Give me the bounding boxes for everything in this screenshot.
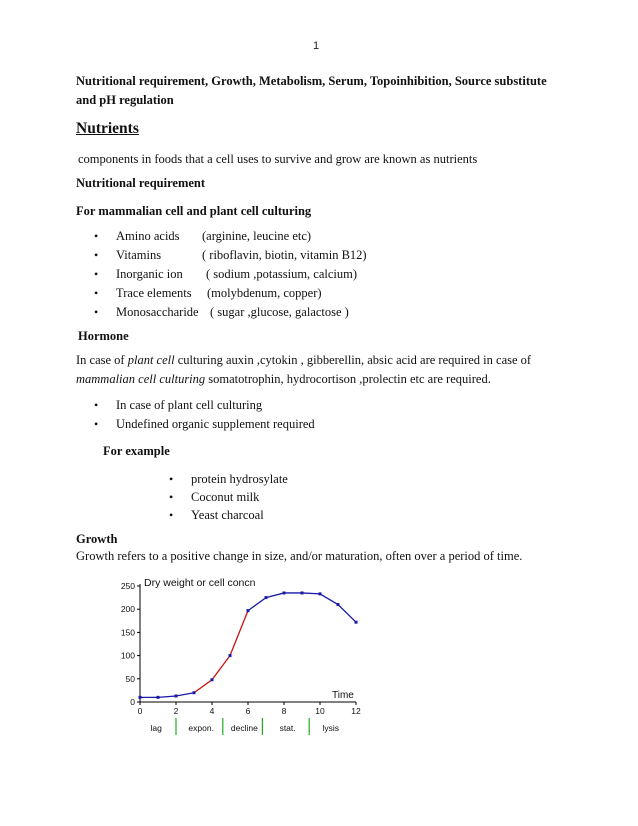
text-run: somatotrophin, hydrocortison ,prolectin etc are required. (205, 372, 491, 386)
phase-label: expon. (188, 723, 214, 733)
y-tick-label: 50 (125, 673, 135, 684)
mammalian-plant-heading: For mammalian cell and plant cell culturing (76, 204, 312, 218)
list-item (94, 229, 367, 248)
phase-label: decline (230, 723, 258, 733)
x-tick-label: 6 (245, 706, 251, 716)
for-example-heading: For example (103, 444, 170, 458)
phase-label: lysis (322, 723, 340, 733)
data-point (301, 591, 304, 594)
nutrient-name: Trace elements (116, 286, 192, 300)
nutrient-examples: ( riboflavin, biotin, vitamin B12) (202, 248, 367, 262)
data-point (265, 596, 268, 599)
nutritional-requirement-heading: Nutritional requirement (76, 176, 206, 190)
data-point (355, 621, 358, 624)
bullet-icon: • (94, 267, 99, 281)
bullet-icon: • (94, 398, 99, 412)
data-point (319, 592, 322, 595)
bullet-icon: • (94, 229, 99, 243)
y-tick-label: 250 (120, 581, 135, 591)
hormone-paragraph-line1 (76, 353, 531, 368)
data-point (193, 691, 196, 694)
data-point (337, 603, 340, 606)
series-segment (248, 593, 356, 622)
list-item (94, 305, 367, 324)
y-tick-label: 100 (120, 650, 135, 661)
data-points (139, 591, 358, 698)
phase-label: lag (150, 723, 162, 733)
series-segment (194, 611, 248, 693)
series-line (140, 593, 356, 697)
nutrient-examples: ( sugar ,glucose, galactose ) (210, 305, 349, 319)
data-point (157, 696, 160, 699)
x-tick-label: 4 (209, 706, 215, 716)
list-item-text: Coconut milk (191, 490, 260, 504)
nutrient-name: Amino acids (116, 229, 180, 243)
axes (121, 581, 361, 716)
growth-curve-chart (100, 572, 380, 740)
list-item (94, 398, 315, 417)
example-list (169, 472, 288, 526)
nutrient-list (94, 229, 367, 324)
x-tick-label: 12 (351, 706, 361, 716)
list-item (94, 248, 367, 267)
list-item (169, 508, 288, 526)
bullet-icon: • (94, 305, 99, 319)
hormone-paragraph-line2 (76, 372, 491, 387)
data-point (211, 678, 214, 681)
data-point (175, 694, 178, 697)
y-tick-label: 150 (120, 627, 135, 638)
nutrient-name: Inorganic ion (116, 267, 183, 281)
growth-heading: Growth (76, 532, 118, 546)
data-point (247, 609, 250, 612)
list-item (94, 267, 367, 286)
list-item-text: Yeast charcoal (191, 508, 264, 522)
list-item-text: In case of plant cell culturing (116, 398, 263, 412)
bullet-icon: • (94, 417, 99, 431)
phase-label: stat. (279, 723, 296, 733)
y-tick-label: 200 (120, 604, 135, 615)
x-tick-label: 10 (315, 706, 325, 716)
data-point (139, 696, 142, 699)
document-title-line1: Nutritional requirement, Growth, Metabolism, Serum, Topoinhibition, Source substitute (76, 74, 547, 88)
list-item (94, 417, 315, 436)
data-point (229, 654, 232, 657)
list-item-text: Undefined organic supplement required (116, 417, 315, 431)
chart-title: Dry weight or cell concn (144, 577, 256, 589)
growth-definition: Growth refers to a positive change in size, and/or maturation, often over a period of time. (76, 549, 523, 563)
hormone-heading: Hormone (78, 329, 129, 343)
list-item (94, 286, 367, 305)
x-axis-label: Time (332, 690, 354, 701)
phase-labels (151, 718, 340, 735)
document-title-line2: and pH regulation (76, 93, 174, 107)
list-item (169, 490, 288, 508)
list-item (169, 472, 288, 490)
nutrient-name: Monosaccharide (116, 305, 199, 319)
hormone-bullet-list (94, 398, 315, 436)
x-tick-label: 8 (281, 706, 287, 716)
page-number: 1 (313, 40, 320, 52)
nutrient-name: Vitamins (116, 248, 162, 262)
data-point (283, 591, 286, 594)
bullet-icon: • (169, 472, 174, 486)
text-run: In case of (76, 353, 128, 367)
nutrient-examples: (molybdenum, copper) (207, 286, 322, 300)
bullet-icon: • (169, 490, 174, 504)
bullet-icon: • (169, 508, 174, 522)
series-segment (140, 693, 194, 698)
y-tick-label: 0 (130, 697, 135, 707)
x-tick-label: 0 (137, 706, 143, 716)
text-run-italic: mammalian cell culturing (76, 372, 206, 386)
bullet-icon: • (94, 286, 99, 300)
nutrient-examples: (arginine, leucine etc) (202, 229, 312, 243)
bullet-icon: • (94, 248, 99, 262)
list-item-text: protein hydrosylate (191, 472, 288, 486)
text-run: culturing auxin ,cytokin , gibberellin, absic acid are required in case of (174, 353, 532, 367)
nutrient-examples: ( sodium ,potassium, calcium) (206, 267, 358, 281)
x-tick-label: 2 (173, 706, 179, 716)
nutrients-heading: Nutrients (76, 120, 139, 137)
text-run-italic: plant cell (127, 353, 175, 367)
nutrients-definition: components in foods that a cell uses to survive and grow are known as nutrients (78, 152, 478, 166)
